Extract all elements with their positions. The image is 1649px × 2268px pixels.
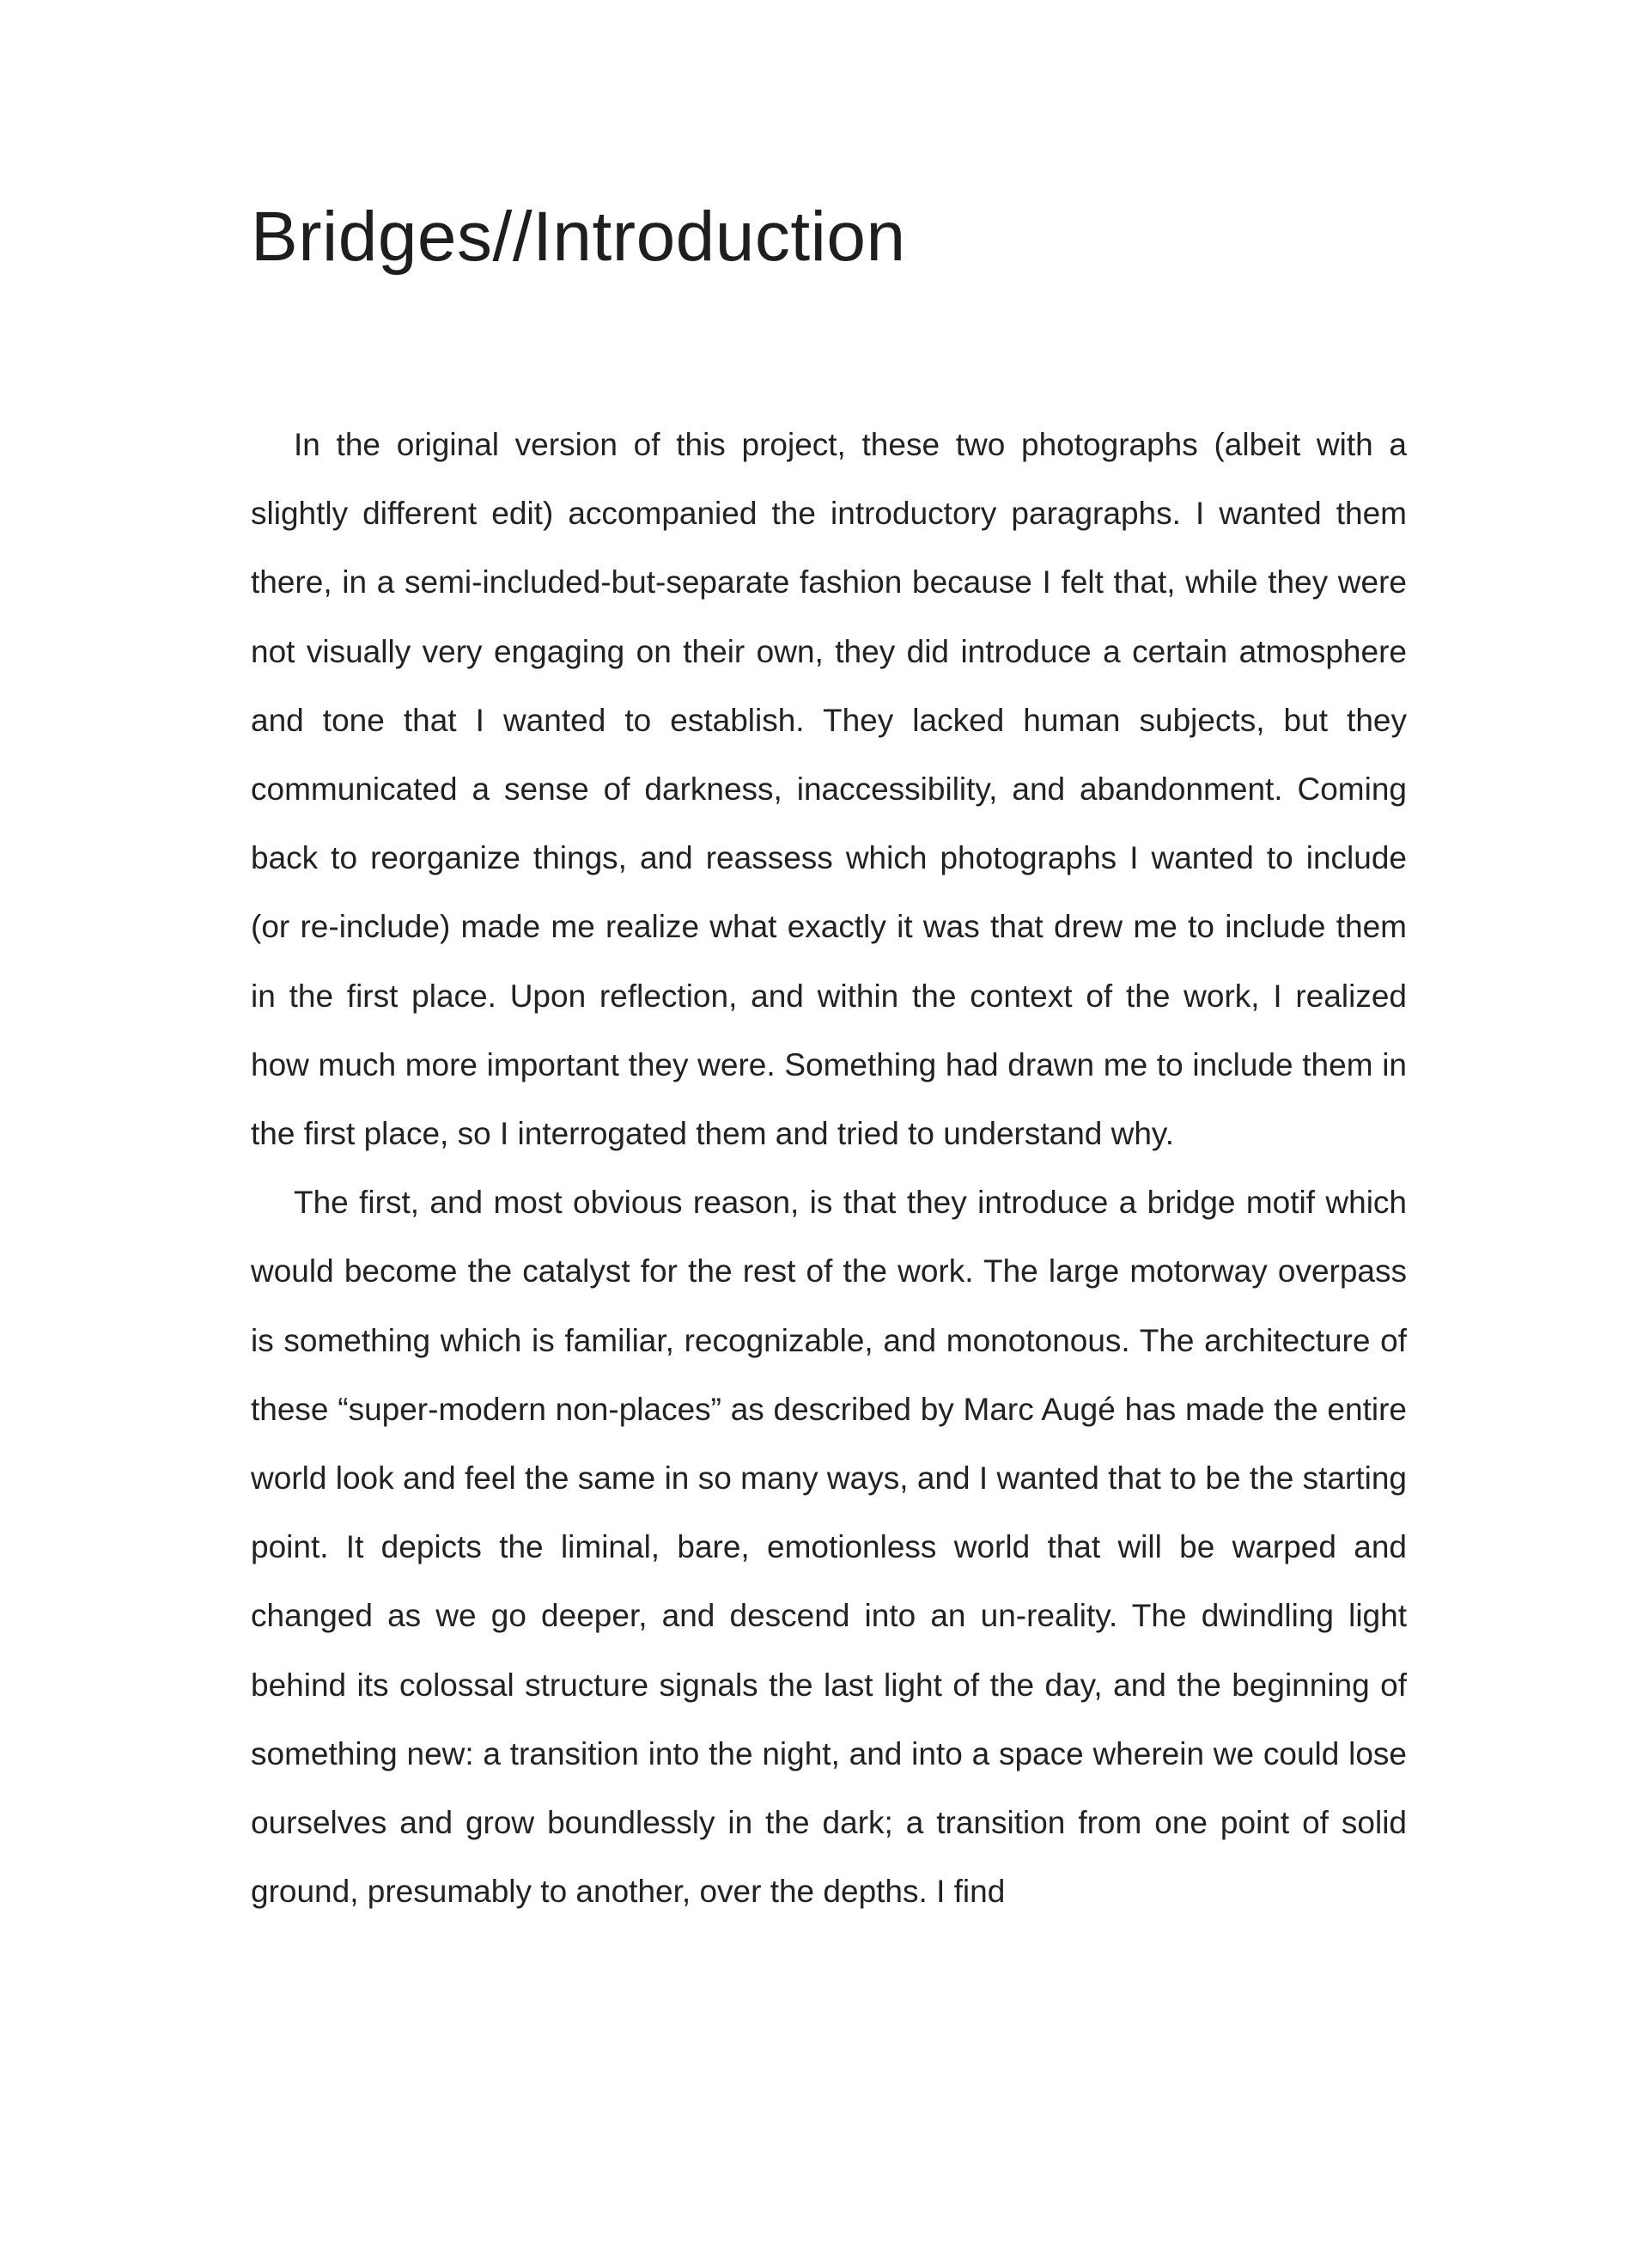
body-text bbox=[251, 411, 1407, 1926]
page-title: Bridges//Introduction bbox=[251, 198, 906, 276]
paragraph-2: The first, and most obvious reason, is that they introduce a bridge motif which would become the catalyst for the rest of the work. The large motorway overpass is something which is familiar, recognizable, and monotonous. The architecture of these “super-modern non-places” as described by Marc Augé has made the entire world look and feel the same in so many ways, and I wanted that to be the starting point. It depicts the liminal, bare, emotionless world that will be warped and changed as we go deeper, and descend into an un-reality. The dwindling light behind its colossal structure signals the last light of the day, and the beginning of something new: a transition into the night, and into a space wherein we could lose ourselves and grow boundlessly in the dark; a transition from one point of solid ground, presumably to another, over the depths. I find bbox=[251, 1185, 1407, 1910]
paragraph-1: In the original version of this project, these two photographs (albeit with a slightly different edit) accompanied the introductory paragraphs. I wanted them there, in a semi-included-but-separate fashion because I felt that, while they were not visually very engaging on their own, they did introduce a certain atmosphere and tone that I wanted to establish. They lacked human subjects, but they communicated a sense of darkness, inaccessibility, and abandonment. Coming back to reorganize things, and reassess which photographs I wanted to include (or re-include) made me realize what exactly it was that drew me to include them in the first place. Upon reflection, and within the context of the work, I realized how much more important they were. Something had drawn me to include them in the first place, so I interrogated them and tried to understand why. bbox=[251, 427, 1407, 1152]
